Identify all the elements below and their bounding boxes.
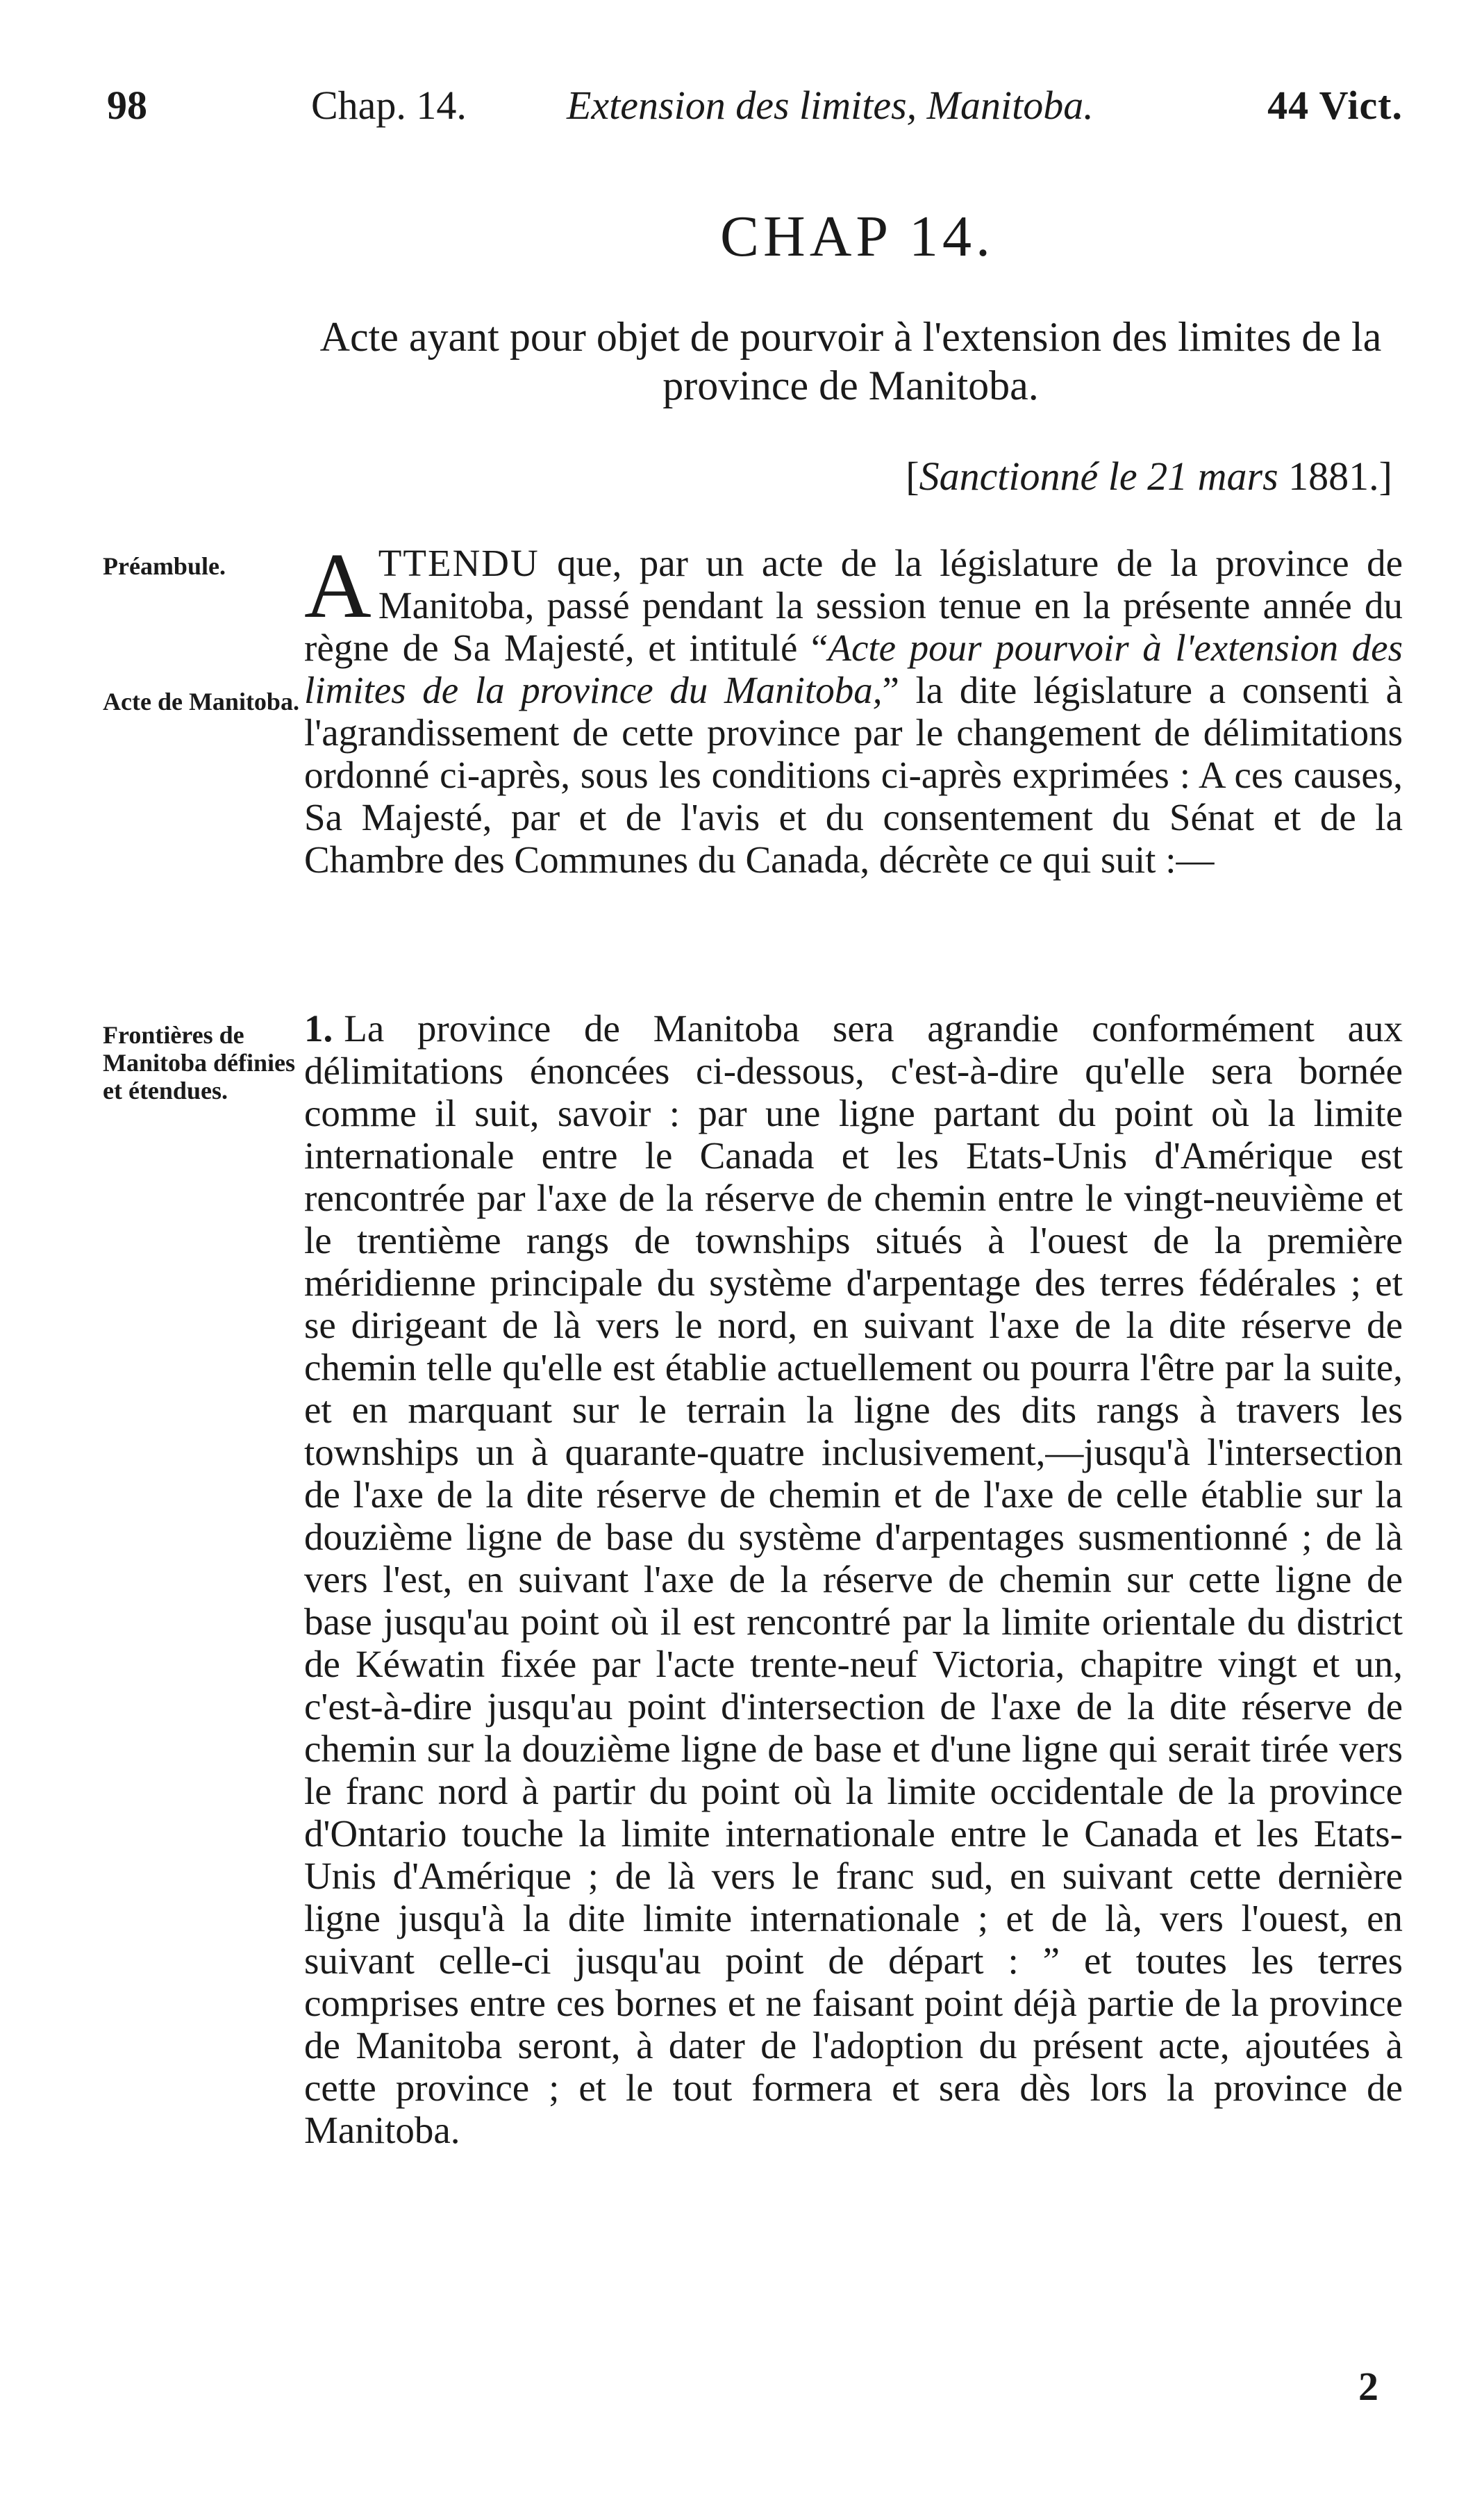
- preamble-lead-word: TTENDU: [378, 542, 540, 584]
- act-title: Acte ayant pour objet de pourvoir à l'extension des limites de la province de Manitoba.: [319, 314, 1382, 408]
- page-number: 98: [107, 83, 147, 128]
- sanction-date: [906, 453, 1392, 499]
- preamble-paragraph: [304, 534, 1403, 881]
- preamble-text-1: que, par un acte de la législature de la province de Manitoba, passé pendant la session tenue en la présente année du règne de Sa Majesté, et intitulé “: [304, 542, 1403, 669]
- drop-cap: A: [304, 534, 372, 637]
- margin-note-preambule: Préambule.: [103, 552, 226, 580]
- header-regnal-year: 44 Vict.: [1267, 83, 1403, 128]
- margin-note-acte-de-manitoba: Acte de Manitoba.: [103, 688, 299, 715]
- header-chapter: Chap. 14.: [311, 83, 467, 128]
- signature-mark: 2: [1358, 2364, 1378, 2409]
- section-1-paragraph: [304, 1007, 1403, 2151]
- running-header: [97, 82, 1403, 138]
- section-1-text: La province de Manitoba sera agrandie conformément aux délimitations énoncées ci-dessous, c'est-à-dire qu'elle sera bornée comme il suit, savoir : par une ligne partant du point où la limite internationale entre le Canada et les Etats-Unis d'Amérique est rencontrée par l'axe de la réserve de chemin entre le vingt-neuvième et le trentième rangs de townships situés à l'ouest de la première méridienne principale du système d'arpentage des terres fédérales ; et se dirigeant de là vers le nord, en suivant l'axe de la dite réserve de chemin telle qu'elle est établie actuellement ou pourra l'être par la suite, et en marquant sur le terrain la ligne des dits rangs à travers les townships un à quarante-quatre inclusivement,—jusqu'à l'intersection de l'axe de la dite réserve de chemin et de l'axe de celle établie sur la douzième ligne de base du système d'arpentages susmentionné ; de là vers l'est, en suivant l'axe de la réserve de chemin sur cette ligne de base jusqu'au point où il est rencontré par la limite orientale du district de Kéwatin fixée par l'acte trente-neuf Victoria, chapitre vingt et un, c'est-à-dire jusqu'au point d'intersection de l'axe de la dite réserve de chemin sur la douzième ligne de base et d'une ligne qui serait tirée vers le franc nord à partir du point où la limite occidentale de la province d'Ontario touche la limite internationale entre le Canada et les Etats-Unis d'Amérique ; de là vers le franc sud, en suivant cette dernière ligne jusqu'à la dite limite internationale ; et de là, vers l'ouest, en suivant celle-ci jusqu'au point de départ : ” et toutes les terres comprises entre ces bornes et ne faisant point déjà partie de la province de Manitoba seront, à dater de l'adoption du présent acte, ajoutées à cette province ; et le tout formera et sera dès lors la province de Manitoba.: [304, 1007, 1403, 2151]
- section-number: 1.: [304, 1007, 333, 1050]
- sanction-open-bracket: [: [906, 454, 919, 499]
- preamble-act-name: Acte pour pourvoir à l'extension des limites de la province du Manitoba,: [304, 627, 1403, 711]
- preamble-text-2: ” la dite législature a consenti à l'agrandissement de cette province par le changement de délimitations ordonné ci-après, sous les conditions ci-après exprimées : A ces causes, Sa Majesté, par et de l'avis et du consentement du Sénat et de la Chambre des Communes du Canada, décrète ce qui suit :—: [304, 669, 1403, 881]
- sanction-label: Sanctionné le 21 mars: [919, 454, 1278, 499]
- sanction-year: 1881.]: [1288, 454, 1392, 499]
- margin-note-frontieres: Frontières de Manitoba définies et étendues.: [103, 1021, 296, 1104]
- header-running-title: Extension des limites, Manitoba.: [567, 83, 1094, 128]
- chapter-title: CHAP 14.: [720, 204, 994, 269]
